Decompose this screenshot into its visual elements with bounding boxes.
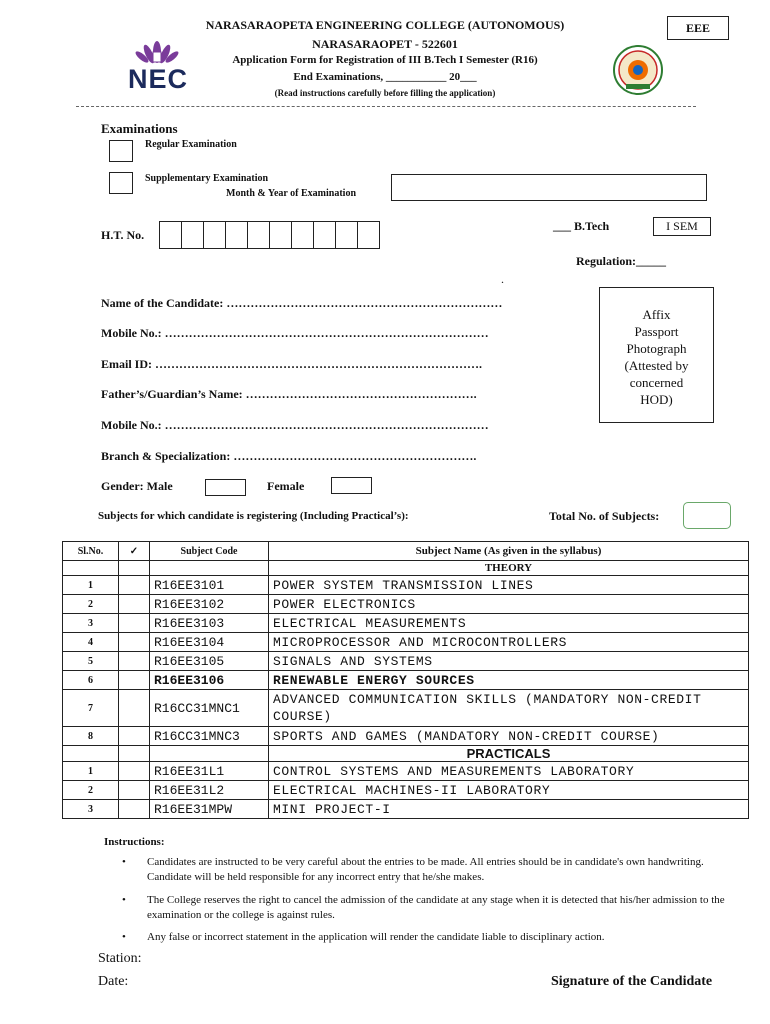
- row-checkbox[interactable]: [119, 800, 150, 819]
- total-subjects-field[interactable]: [683, 502, 731, 529]
- bullet: •: [122, 894, 126, 906]
- university-seal-icon: [612, 44, 664, 96]
- branch-field[interactable]: Branch & Specialization: …………………………………………………….: [101, 449, 477, 463]
- row-checkbox[interactable]: [119, 671, 150, 690]
- htno-cell[interactable]: [204, 222, 226, 248]
- instruction-item: Candidates are instructed to be very careful about the entries to be made. All entries should be in candidate's own handwriting. Candidate will be held responsible for any incorrect entry that he/she makes.: [147, 856, 704, 883]
- btech-label: ___ B.Tech: [553, 219, 610, 233]
- row-name: ADVANCED COMMUNICATION SKILLS (MANDATORY NON-CREDIT COURSE): [269, 690, 749, 727]
- email-field[interactable]: Email ID: ……………………………………………………………………….: [101, 357, 482, 371]
- table-row: [63, 727, 749, 746]
- supplementary-label: Supplementary Examination: [145, 173, 269, 184]
- col-slno: Sl.No.: [63, 542, 119, 561]
- signature-label: Signature of the Candidate: [551, 974, 713, 989]
- subjects-heading: Subjects for which candidate is registering (Including Practical’s):: [98, 510, 409, 522]
- row-checkbox[interactable]: [119, 652, 150, 671]
- table-row: [63, 800, 749, 819]
- bullet: •: [122, 856, 126, 868]
- regulation-label: Regulation:_____: [576, 254, 666, 268]
- htno-cell[interactable]: [226, 222, 248, 248]
- instruction-item: Any false or incorrect statement in the application will render the candidate liable to disciplinary action.: [147, 931, 605, 943]
- row-name: ELECTRICAL MACHINES-II LABORATORY: [269, 781, 749, 800]
- photo-line: (Attested by: [624, 358, 689, 373]
- row-slno: 5: [63, 652, 119, 671]
- row-checkbox[interactable]: [119, 781, 150, 800]
- college-name: NARASARAOPETA ENGINEERING COLLEGE (AUTONOMOUS): [205, 18, 565, 32]
- photo-line: concerned: [629, 375, 684, 390]
- lotus-icon: [125, 40, 189, 66]
- htno-cell[interactable]: [336, 222, 358, 248]
- month-year-label: Month & Year of Examination: [226, 188, 356, 199]
- female-label: Female: [267, 479, 305, 493]
- subjects-table: [62, 541, 749, 819]
- supplementary-checkbox[interactable]: [109, 172, 133, 194]
- htno-cell[interactable]: [182, 222, 204, 248]
- theory-section-row: [63, 561, 749, 576]
- regular-checkbox[interactable]: [109, 140, 133, 162]
- month-year-field[interactable]: [391, 174, 707, 201]
- theory-label: THEORY: [269, 561, 749, 576]
- mobile-field[interactable]: Mobile No.: ………………………………………………………………………: [101, 326, 489, 340]
- row-slno: 3: [63, 800, 119, 819]
- row-name: RENEWABLE ENERGY SOURCES: [269, 671, 749, 690]
- separator: [76, 106, 696, 107]
- row-code: R16EE31L2: [150, 781, 269, 800]
- exam-heading: Examinations: [101, 121, 178, 136]
- row-slno: 1: [63, 762, 119, 781]
- row-code: R16CC31MNC3: [150, 727, 269, 746]
- row-code: R16EE31L1: [150, 762, 269, 781]
- row-name: CONTROL SYSTEMS AND MEASUREMENTS LABORATORY: [269, 762, 749, 781]
- row-code: R16EE3106: [150, 671, 269, 690]
- col-tick: ✓: [119, 542, 150, 561]
- htno-cell[interactable]: [358, 222, 379, 248]
- row-slno: 4: [63, 633, 119, 652]
- table-row: [63, 652, 749, 671]
- bullet: •: [122, 931, 126, 943]
- row-name: MICROPROCESSOR AND MICROCONTROLLERS: [269, 633, 749, 652]
- row-code: R16EE3104: [150, 633, 269, 652]
- date-label: Date:: [98, 974, 129, 989]
- college-address: NARASARAOPET - 522601: [312, 37, 458, 51]
- htno-cell[interactable]: [270, 222, 292, 248]
- instruction-item: The College reserves the right to cancel the admission of the candidate at any stage when it is detected that his/her admission to the examination or the college is against rules.: [147, 894, 725, 921]
- row-name: SPORTS AND GAMES (MANDATORY NON-CREDIT COURSE): [269, 727, 749, 746]
- htno-cell[interactable]: [160, 222, 182, 248]
- row-name: MINI PROJECT-I: [269, 800, 749, 819]
- dot-mark: .: [501, 272, 504, 286]
- row-checkbox[interactable]: [119, 576, 150, 595]
- row-code: R16EE3103: [150, 614, 269, 633]
- gender-label: Gender: Male: [101, 479, 173, 493]
- total-subjects-label: Total No. of Subjects:: [549, 509, 660, 523]
- practicals-label: PRACTICALS: [269, 746, 749, 762]
- table-header-row: [63, 542, 749, 561]
- photo-line: Affix: [642, 307, 671, 322]
- station-label: Station:: [98, 951, 142, 966]
- guardian-mobile-field[interactable]: Mobile No.: ………………………………………………………………………: [101, 418, 489, 432]
- row-checkbox[interactable]: [119, 614, 150, 633]
- table-row: [63, 690, 749, 727]
- row-checkbox[interactable]: [119, 762, 150, 781]
- photo-line: Passport: [634, 324, 679, 339]
- row-checkbox[interactable]: [119, 690, 150, 727]
- exam-line: End Examinations, ___________ 20___: [293, 71, 477, 83]
- regular-label: Regular Examination: [145, 139, 237, 150]
- table-row: [63, 762, 749, 781]
- table-row: [63, 614, 749, 633]
- row-slno: 3: [63, 614, 119, 633]
- row-checkbox[interactable]: [119, 633, 150, 652]
- female-checkbox[interactable]: [331, 477, 372, 494]
- row-slno: 8: [63, 727, 119, 746]
- instructions-heading: Instructions:: [104, 836, 165, 848]
- college-logo: [125, 40, 189, 95]
- row-name: POWER ELECTRONICS: [269, 595, 749, 614]
- read-note: (Read instructions carefully before filling the application): [274, 88, 496, 98]
- row-slno: 2: [63, 781, 119, 800]
- row-slno: 2: [63, 595, 119, 614]
- table-row: [63, 595, 749, 614]
- male-checkbox[interactable]: [205, 479, 246, 496]
- table-row: [63, 633, 749, 652]
- htno-cell[interactable]: [314, 222, 336, 248]
- row-name: ELECTRICAL MEASUREMENTS: [269, 614, 749, 633]
- row-slno: 7: [63, 690, 119, 727]
- row-code: R16EE3105: [150, 652, 269, 671]
- htno-cell[interactable]: [292, 222, 314, 248]
- htno-cell[interactable]: [248, 222, 270, 248]
- row-slno: 1: [63, 576, 119, 595]
- row-code: R16EE31MPW: [150, 800, 269, 819]
- htno-label: H.T. No.: [101, 228, 145, 242]
- row-checkbox[interactable]: [119, 727, 150, 746]
- photo-box[interactable]: [599, 287, 714, 423]
- row-code: R16EE3101: [150, 576, 269, 595]
- branch-badge: EEE: [667, 16, 729, 40]
- candidate-name-field[interactable]: Name of the Candidate: ……………………………………………………………: [101, 296, 503, 310]
- practicals-section-row: [63, 746, 749, 762]
- form-title: Application Form for Registration of III B.Tech I Semester (R16): [232, 54, 538, 66]
- photo-line: Photograph: [626, 341, 687, 356]
- logo-text: NEC: [128, 64, 189, 94]
- col-code: Subject Code: [150, 542, 269, 561]
- table-row: [63, 781, 749, 800]
- htno-cells[interactable]: [159, 221, 380, 249]
- row-name: POWER SYSTEM TRANSMISSION LINES: [269, 576, 749, 595]
- row-code: R16EE3102: [150, 595, 269, 614]
- row-slno: 6: [63, 671, 119, 690]
- row-checkbox[interactable]: [119, 595, 150, 614]
- table-row: [63, 671, 749, 690]
- table-row: [63, 576, 749, 595]
- col-name: Subject Name (As given in the syllabus): [269, 542, 749, 561]
- father-name-field[interactable]: Father’s/Guardian’s Name: ………………………………………………….: [101, 387, 477, 401]
- semester-box: I SEM: [653, 217, 711, 236]
- row-code: R16CC31MNC1: [150, 690, 269, 727]
- row-name: SIGNALS AND SYSTEMS: [269, 652, 749, 671]
- photo-line: HOD): [640, 392, 673, 407]
